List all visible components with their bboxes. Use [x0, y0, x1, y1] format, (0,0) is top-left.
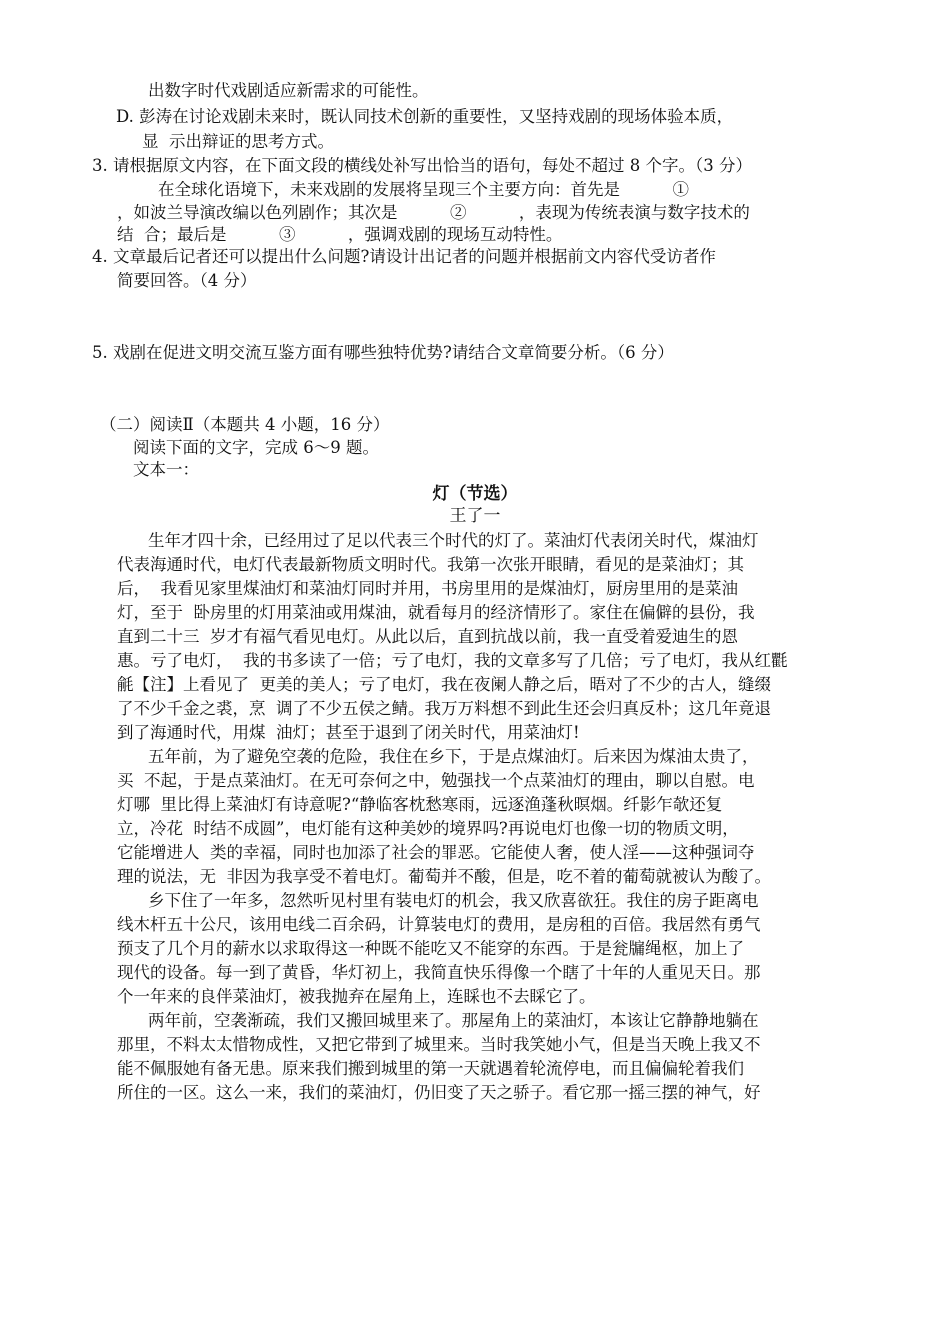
article-line: 灯，至于 卧房里的灯用菜油或用煤油，就看每月的经济情形了。家住在偏僻的县份，我 — [117, 603, 755, 622]
article-line: 后， 我看见家里煤油灯和菜油灯同时并用，书房里用的是煤油灯，厨房里用的是菜油 — [117, 579, 738, 598]
article-line: 它能增进人 类的幸福，同时也加添了社会的罪恶。它能使人奢，使人淫——这种强词夺 — [117, 843, 755, 862]
question-3-line3: 结 合；最后是 ③ ，强调戏剧的现场互动特性。 — [117, 225, 563, 244]
section-2-heading: （二）阅读Ⅱ（本题共 4 小题，16 分） — [100, 415, 390, 434]
article-line: 立，冷花 时结不成圆”，电灯能有这种美妙的境界吗?再说电灯也像一切的物质文明， — [117, 819, 739, 838]
article-line: 个一年来的良伴菜油灯，被我抛弃在屋角上，连睬也不去睬它了。 — [117, 987, 596, 1006]
question-3-line2: ，如波兰导演改编以色列剧作；其次是 ② ，表现为传统表演与数字技术的 — [117, 203, 750, 222]
article-line: 毹【注】上看见了 更美的美人；亏了电灯，我在夜阑人静之后，晤对了不少的古人，缝缀 — [117, 675, 771, 694]
article-line: 直到二十三 岁才有福气看见电灯。从此以后，直到抗战以前，我一直受着爱迪生的恩 — [117, 627, 738, 646]
option-d-line1: D. 彭涛在讨论戏剧未来时，既认同技术创新的重要性，又坚持戏剧的现场体验本质， — [116, 107, 734, 126]
article-line: 所住的一区。这么一来，我们的菜油灯，仍旧变了天之骄子。看它那一摇三摆的神气，好 — [117, 1083, 761, 1102]
article-line: 乡下住了一年多，忽然听见村里有装电灯的机会，我又欣喜欲狂。我住的房子距离电 — [148, 891, 759, 910]
article-line: 线木杆五十公尺，该用电线二百余码，计算装电灯的费用，是房租的百倍。我居然有勇气 — [117, 915, 761, 934]
article-line: 了不少千金之裘，烹 调了不少五侯之鲭。我万万料想不到此生还会归真反朴；这几年竟退 — [117, 699, 771, 718]
text-one-label: 文本一： — [133, 460, 199, 479]
article-line: 能不佩服她有备无患。原来我们搬到城里的第一天就遇着轮流停电，而且偏偏轮着我们 — [117, 1059, 744, 1078]
question-3-title: 3. 请根据原文内容，在下面文段的横线处补写出恰当的语句，每处不超过 8 个字。（3 分） — [92, 156, 752, 175]
question-4-line1: 4. 文章最后记者还可以提出什么问题?请设计出记者的问题并根据前文内容代受访者作 — [92, 247, 716, 266]
article-author: 王了一 — [449, 506, 501, 526]
option-d-line2: 显 示出辩证的思考方式。 — [142, 132, 334, 151]
option-c-continuation: 出数字时代戏剧适应新需求的可能性。 — [148, 81, 429, 100]
article-line: 预支了几个月的薪水以求取得这一种既不能吃又不能穿的东西。于是瓮牖绳枢，加上了 — [117, 939, 744, 958]
question-3-line1: 在全球化语境下，未来戏剧的发展将呈现三个主要方向：首先是 ① — [158, 180, 689, 199]
article-line: 灯哪 里比得上菜油灯有诗意呢?“静临客枕愁寒雨，远逐渔蓬秋暝烟。纤影乍欹还复 — [117, 795, 723, 814]
article-line: 代表海通时代，电灯代表最新物质文明时代。我第一次张开眼睛，看见的是菜油灯；其 — [117, 555, 744, 574]
article-title: 灯（节选） — [432, 484, 518, 504]
section-2-instruction: 阅读下面的文字，完成 6～9 题。 — [133, 438, 379, 457]
article-line: 那里，不料太太惜物成性，又把它带到了城里来。当时我笑她小气，但是当天晚上我又不 — [117, 1035, 761, 1054]
article-line: 五年前，为了避免空袭的危险，我住在乡下，于是点煤油灯。后来因为煤油太贵了， — [148, 747, 759, 766]
article-line: 生年才四十余，已经用过了足以代表三个时代的灯了。菜油灯代表闭关时代，煤油灯 — [148, 531, 759, 550]
article-line: 惠。亏了电灯， 我的书多读了一倍；亏了电灯，我的文章多写了几倍；亏了电灯，我从红氍 — [117, 651, 788, 670]
article-line: 买 不起，于是点菜油灯。在无可奈何之中，勉强找一个点菜油灯的理由，聊以自慰。电 — [117, 771, 755, 790]
article-line: 理的说法，无 非因为我享受不着电灯。葡萄并不酸，但是，吃不着的葡萄就被认为酸了。 — [117, 867, 771, 886]
article-line: 两年前，空袭渐疏，我们又搬回城里来了。那屋角上的菜油灯，本该让它静静地躺在 — [148, 1011, 759, 1030]
article-line: 到了海通时代，用煤 油灯；甚至于退到了闭关时代，用菜油灯! — [117, 723, 580, 742]
article-line: 现代的设备。每一到了黄昏，华灯初上，我简直快乐得像一个瞎了十年的人重见天日。那 — [117, 963, 761, 982]
question-5-line1: 5. 戏剧在促进文明交流互鉴方面有哪些独特优势?请结合文章简要分析。（6 分） — [92, 343, 674, 362]
question-4-line2: 简要回答。（4 分） — [117, 271, 257, 290]
